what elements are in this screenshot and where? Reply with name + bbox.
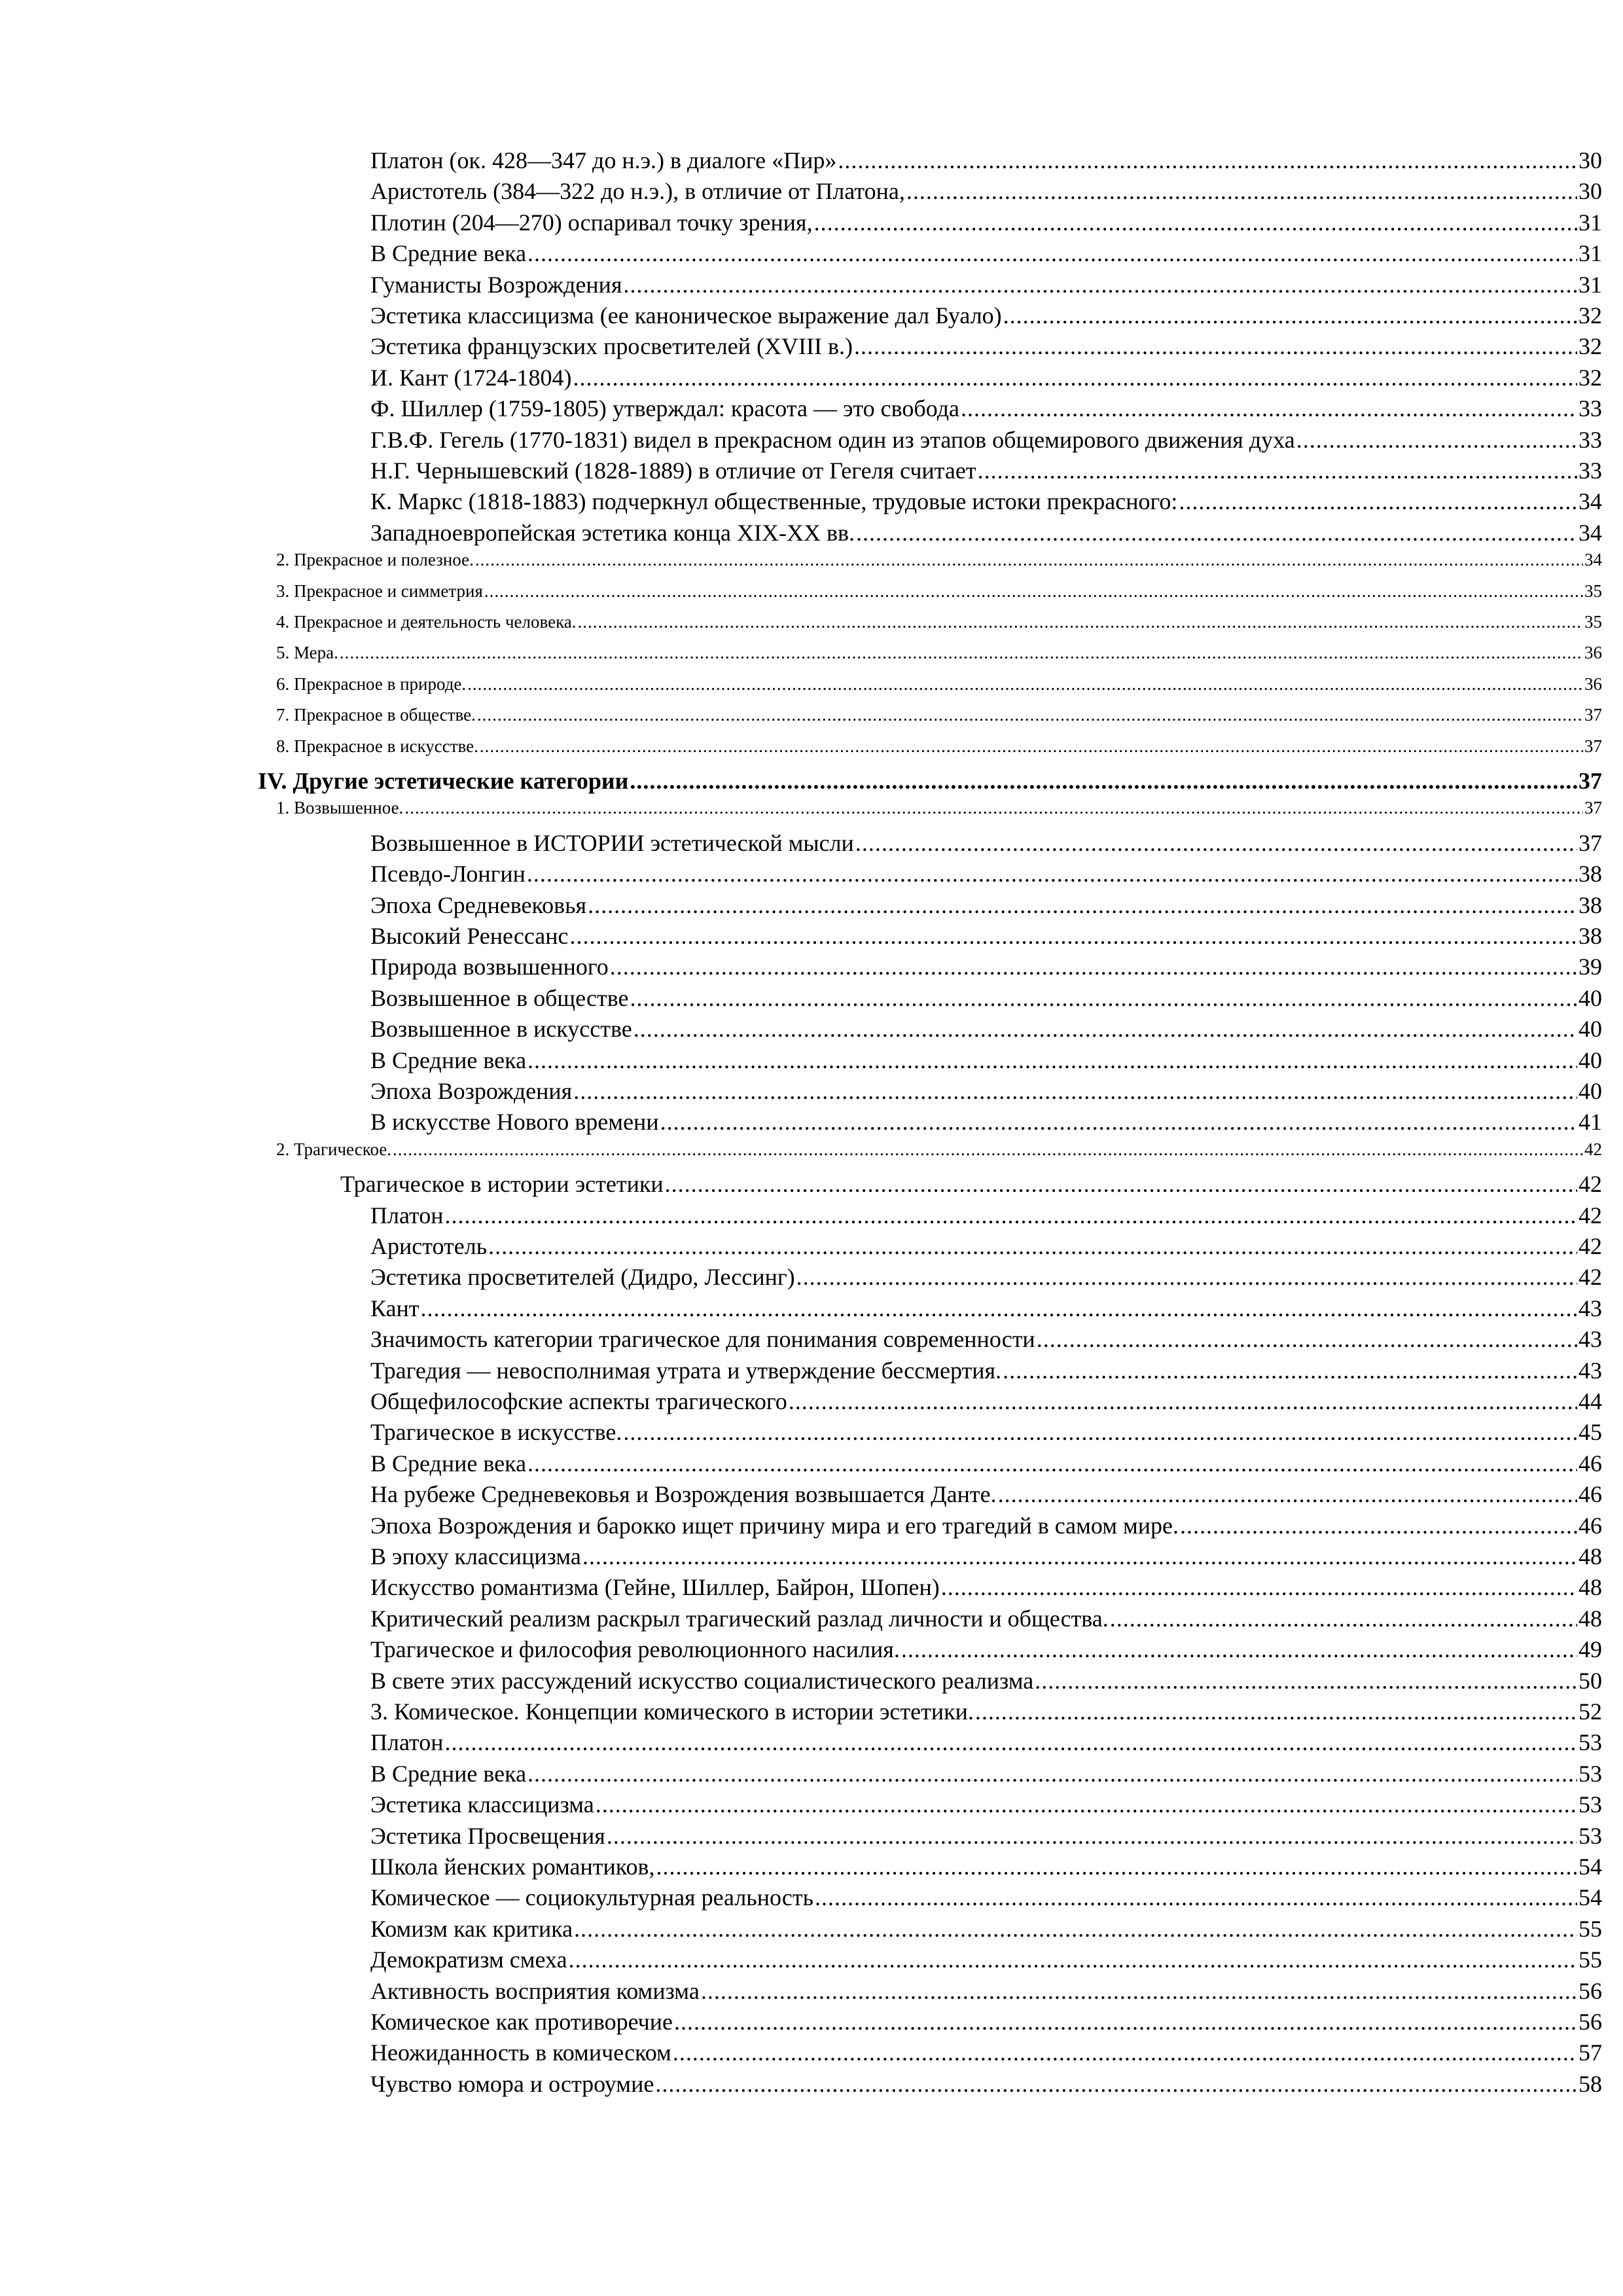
toc-page-number: 36 [1584, 643, 1602, 663]
toc-entry[interactable] [370, 1263, 1602, 1291]
toc-entry[interactable] [370, 1543, 1602, 1570]
toc-entry[interactable] [370, 1450, 1602, 1477]
toc-entry[interactable] [370, 2008, 1602, 2036]
toc-entry-title: Активность восприятия комизма [370, 1977, 700, 2004]
toc-entry[interactable] [370, 1077, 1602, 1105]
toc-entry-title: Трагическое в истории эстетики [340, 1171, 664, 1198]
toc-dot-leader [1037, 1325, 1577, 1353]
toc-entry-title: Неожиданность в комическом [370, 2039, 671, 2066]
toc-section-entry[interactable] [276, 612, 1602, 632]
toc-dot-leader [854, 332, 1577, 360]
toc-entry[interactable] [370, 1884, 1602, 1911]
toc-page-number: 30 [1578, 147, 1602, 173]
toc-section-entry[interactable] [276, 736, 1602, 757]
toc-page-number: 48 [1578, 1605, 1602, 1632]
toc-entry-title: В Средние века [370, 240, 527, 267]
toc-page-number: 31 [1578, 209, 1602, 236]
toc-page-number: 42 [1578, 1202, 1602, 1229]
toc-page-number: 36 [1584, 673, 1602, 694]
toc-entry[interactable] [370, 332, 1602, 360]
toc-page-number: 43 [1578, 1295, 1602, 1321]
toc-entry-title: Чувство юмора и остроумие [370, 2070, 654, 2097]
toc-page-number: 56 [1578, 1977, 1602, 2004]
toc-entry-title: Возвышенное в ИСТОРИИ эстетической мысли [370, 829, 854, 856]
toc-dot-leader [574, 1915, 1577, 1943]
toc-dot-leader [467, 674, 1583, 694]
toc-page-number: 55 [1578, 1946, 1602, 1973]
toc-entry[interactable] [370, 1853, 1602, 1880]
toc-entry[interactable] [370, 177, 1602, 205]
toc-dot-leader [623, 1418, 1577, 1446]
toc-page-number: 34 [1578, 488, 1602, 515]
toc-entry-title: Комизм как критика [370, 1915, 573, 1942]
toc-page-number: 42 [1584, 1139, 1602, 1159]
toc-page-number: 49 [1578, 1636, 1602, 1663]
toc-entry[interactable] [370, 984, 1602, 1012]
toc-entry[interactable] [370, 1202, 1602, 1229]
toc-dot-leader [527, 240, 1577, 267]
toc-page-number: 40 [1578, 1078, 1602, 1104]
toc-entry-title: Аристотель (384—322 до н.э.), в отличие от Платона, [370, 178, 905, 205]
toc-entry-title: В искусстве Нового времени [370, 1109, 659, 1136]
toc-entry-title: Эстетика французских просветителей (XVIII в.) [370, 333, 853, 360]
toc-page-number: 32 [1578, 333, 1602, 360]
toc-entry-title: Плотин (204—270) оспаривал точку зрения, [370, 209, 813, 236]
toc-entry-title: Аристотель [370, 1233, 488, 1259]
toc-page-number: 33 [1578, 395, 1602, 422]
toc-dot-leader [484, 581, 1583, 601]
toc-page-number: 54 [1578, 1884, 1602, 1911]
toc-page-number: 50 [1578, 1667, 1602, 1694]
toc-page-number: 33 [1578, 457, 1602, 484]
toc-entry-title: Ф. Шиллер (1759-1805) утверждал: красота — это свобода [370, 395, 959, 422]
toc-dot-leader [477, 705, 1583, 725]
toc-entry[interactable] [370, 1822, 1602, 1850]
toc-page-number: 37 [1578, 829, 1602, 856]
toc-dot-leader [1296, 426, 1577, 454]
toc-entry-title: Искусство романтизма (Гейне, Шиллер, Байрон, Шопен) [370, 1574, 940, 1601]
toc-dot-leader [1110, 1605, 1577, 1632]
toc-dot-leader [475, 550, 1583, 570]
toc-section-entry[interactable] [276, 674, 1602, 694]
toc-entry[interactable] [370, 240, 1602, 267]
toc-entry[interactable] [370, 922, 1602, 950]
toc-entry[interactable] [370, 426, 1602, 454]
toc-entry-title: Возвышенное в искусстве [370, 1016, 632, 1043]
toc-page-number: 38 [1578, 861, 1602, 888]
toc-dot-leader [855, 829, 1577, 857]
toc-dot-leader [582, 1543, 1577, 1570]
toc-dot-leader [569, 1946, 1577, 1973]
toc-entry[interactable] [370, 1605, 1602, 1632]
toc-page-number: 37 [1584, 736, 1602, 756]
toc-entry-title: В свете этих рассуждений искусство социалистического реализма [370, 1667, 1034, 1694]
toc-page-number: 35 [1584, 612, 1602, 632]
toc-entry-title: 5. Мера. [276, 643, 338, 663]
toc-dot-leader [901, 1636, 1577, 1663]
toc-dot-leader [1035, 1667, 1577, 1695]
toc-section-entry[interactable] [276, 550, 1602, 570]
toc-dot-leader [573, 1077, 1577, 1105]
toc-entry-title: Гуманисты Возрождения [370, 271, 622, 298]
toc-entry-title: Возвышенное в обществе [370, 984, 629, 1011]
toc-dot-leader [527, 1450, 1577, 1477]
toc-page-number: 38 [1578, 923, 1602, 949]
toc-dot-leader [588, 891, 1577, 919]
toc-entry[interactable] [370, 2039, 1602, 2066]
toc-entry-title: И. Кант (1724-1804) [370, 364, 572, 391]
toc-dot-leader [975, 1698, 1577, 1725]
toc-dot-leader [701, 1977, 1577, 2005]
toc-chapter-entry[interactable] [258, 767, 1602, 795]
toc-entry-title: Трагедия — невосполнимая утрата и утверждение бессмертия. [370, 1357, 1002, 1384]
toc-entry-title: Демократизм смеха [370, 1946, 567, 1973]
toc-entry-title: Эстетика классицизма [370, 1791, 594, 1818]
toc-page-number: 52 [1578, 1698, 1602, 1725]
toc-entry-title: Западноевропейская эстетика конца XIX-XX вв. [370, 519, 855, 546]
toc-entry[interactable] [370, 519, 1602, 547]
toc-dot-leader [596, 1791, 1577, 1818]
toc-entry-title: Эпоха Средневековья [370, 891, 587, 918]
toc-page-number: 58 [1578, 2070, 1602, 2097]
toc-page-number: 40 [1578, 1016, 1602, 1043]
toc-entry-title: В Средние века [370, 1047, 527, 1073]
toc-entry[interactable] [370, 457, 1602, 484]
toc-section-entry[interactable] [276, 798, 1602, 818]
toc-dot-leader [1003, 1357, 1577, 1384]
toc-entry-title: Эстетика Просвещения [370, 1822, 605, 1849]
toc-entry-title: На рубеже Средневековья и Возрождения возвышается Данте. [370, 1481, 997, 1508]
toc-entry[interactable] [370, 1698, 1602, 1725]
toc-dot-leader [941, 1573, 1577, 1601]
toc-entry[interactable] [370, 1977, 1602, 2005]
toc-section-entry[interactable] [276, 1139, 1602, 1160]
toc-entry[interactable] [370, 302, 1602, 329]
toc-entry-title: 2. Прекрасное и полезное. [276, 550, 474, 570]
toc-page-number: 34 [1578, 519, 1602, 546]
toc-entry[interactable] [370, 1232, 1602, 1260]
toc-page-number: 32 [1578, 302, 1602, 329]
toc-dot-leader [527, 1047, 1577, 1074]
toc-entry-title: Трагическое в искусстве. [370, 1419, 622, 1446]
toc-dot-leader [665, 1170, 1577, 1198]
toc-entry-title: Платон (ок. 428—347 до н.э.) в диалоге «Пир» [370, 147, 837, 173]
toc-entry-title: Кант [370, 1295, 419, 1321]
toc-dot-leader [655, 2070, 1577, 2098]
toc-page-number: 30 [1578, 178, 1602, 205]
toc-entry[interactable] [370, 395, 1602, 422]
toc-page-number: 38 [1578, 891, 1602, 918]
toc-dot-leader [814, 209, 1577, 236]
toc-page-number: 48 [1578, 1543, 1602, 1570]
toc-dot-leader [630, 767, 1577, 795]
toc-entry-title: 3. Прекрасное и симметрия [276, 581, 483, 601]
toc-entry-title: Общефилософские аспекты трагического [370, 1388, 787, 1414]
toc-entry-title: Г.В.Ф. Гегель (1770-1831) видел в прекрасном один из этапов общемирового движения духа [370, 426, 1295, 453]
toc-page-number: 57 [1578, 2039, 1602, 2066]
toc-entry-title: 6. Прекрасное в природе. [276, 673, 467, 694]
toc-entry[interactable] [370, 1325, 1602, 1353]
toc-page-number: 37 [1584, 705, 1602, 725]
toc-dot-leader [421, 1295, 1577, 1322]
toc-dot-leader [480, 736, 1583, 757]
toc-page-number: 37 [1584, 798, 1602, 818]
toc-dot-leader [1179, 488, 1577, 515]
toc-entry[interactable] [340, 1170, 1602, 1198]
toc-entry-title: Высокий Ренессанс [370, 923, 569, 949]
toc-entry[interactable] [370, 891, 1602, 919]
toc-entry[interactable] [370, 953, 1602, 980]
toc-page-number: 34 [1584, 550, 1602, 570]
toc-dot-leader [527, 1760, 1577, 1787]
toc-dot-leader [340, 643, 1583, 663]
toc-page-number: 32 [1578, 364, 1602, 391]
toc-page-number: 40 [1578, 984, 1602, 1011]
toc-entry-title: Критический реализм раскрыл трагический разлад личности и общества. [370, 1605, 1109, 1632]
toc-dot-leader [1180, 1512, 1577, 1539]
toc-dot-leader [578, 612, 1583, 632]
toc-entry[interactable] [370, 364, 1602, 391]
toc-page-number: 31 [1578, 240, 1602, 267]
toc-entry-title: Школа йенских романтиков, [370, 1854, 655, 1880]
toc-entry[interactable] [370, 488, 1602, 515]
toc-entry[interactable] [370, 1047, 1602, 1074]
toc-entry-title: 8. Прекрасное в искусстве. [276, 736, 478, 756]
toc-dot-leader [998, 1480, 1577, 1508]
toc-page-number: 41 [1578, 1109, 1602, 1136]
toc-dot-leader [856, 519, 1577, 547]
toc-entry-title: 1. Возвышенное. [276, 798, 404, 818]
toc-entry[interactable] [370, 1915, 1602, 1943]
toc-page-number: 56 [1578, 2009, 1602, 2035]
toc-entry-title: 3. Комическое. Концепции комического в истории эстетики. [370, 1698, 974, 1725]
toc-page-number: 40 [1578, 1047, 1602, 1073]
toc-entry-title: IV. Другие эстетические категории [258, 768, 629, 794]
toc-dot-leader [789, 1388, 1577, 1415]
toc-entry-title: Эстетика просветителей (Дидро, Лессинг) [370, 1264, 795, 1291]
toc-page-number: 42 [1578, 1233, 1602, 1259]
toc-entry-title: Платон [370, 1202, 444, 1229]
toc-page-number: 42 [1578, 1264, 1602, 1291]
toc-page-number: 39 [1578, 954, 1602, 980]
toc-page-number: 35 [1584, 581, 1602, 601]
toc-entry-title: 7. Прекрасное в обществе. [276, 705, 476, 725]
toc-dot-leader [445, 1202, 1577, 1229]
toc-entry-title: К. Маркс (1818-1883) подчеркнул общественные, трудовые истоки прекрасного: [370, 488, 1178, 515]
toc-entry[interactable] [370, 1636, 1602, 1663]
toc-section-entry[interactable] [276, 643, 1602, 663]
toc-entry[interactable] [370, 2070, 1602, 2098]
toc-dot-leader [961, 395, 1577, 422]
toc-entry-title: Эпоха Возрождения и барокко ищет причину мира и его трагедий в самом мире. [370, 1512, 1179, 1539]
toc-entry[interactable] [370, 829, 1602, 857]
toc-entry-title: Комическое как противоречие [370, 2009, 673, 2035]
toc-page-number: 53 [1578, 1729, 1602, 1756]
toc-entry-title: Значимость категории трагическое для понимания современности [370, 1326, 1035, 1353]
toc-entry-title: В Средние века [370, 1450, 527, 1477]
toc-dot-leader [610, 953, 1577, 980]
toc-entry[interactable] [370, 209, 1602, 236]
toc-dot-leader [660, 1108, 1577, 1136]
toc-entry[interactable] [370, 1388, 1602, 1415]
toc-page-number: 33 [1578, 426, 1602, 453]
toc-entry[interactable] [370, 1667, 1602, 1695]
toc-dot-leader [624, 271, 1577, 298]
toc-dot-leader [633, 1015, 1577, 1043]
toc-dot-leader [1003, 302, 1577, 329]
toc-entry[interactable] [370, 860, 1602, 888]
toc-dot-leader [656, 1853, 1577, 1880]
toc-page-number: 37 [1578, 768, 1602, 794]
toc-entry-title: Эстетика классицизма (ее каноническое выражение дал Буало) [370, 302, 1002, 329]
toc-page-number: 44 [1578, 1388, 1602, 1414]
toc-dot-leader [404, 798, 1583, 818]
toc-page-number: 53 [1578, 1760, 1602, 1787]
toc-page-number: 54 [1578, 1854, 1602, 1880]
toc-entry[interactable] [370, 1729, 1602, 1756]
toc-entry-title: Комическое — социокультурная реальность [370, 1884, 813, 1911]
toc-dot-leader [527, 860, 1577, 888]
toc-page-number: 48 [1578, 1574, 1602, 1601]
toc-entry-title: Природа возвышенного [370, 954, 609, 980]
toc-page-number: 46 [1578, 1450, 1602, 1477]
toc-dot-leader [488, 1232, 1577, 1260]
toc-dot-leader [815, 1884, 1577, 1911]
toc-dot-leader [906, 177, 1577, 205]
toc-entry-title: Н.Г. Чернышевский (1828-1889) в отличие от Гегеля считает [370, 457, 976, 484]
toc-page-number: 53 [1578, 1822, 1602, 1849]
toc-dot-leader [838, 147, 1577, 174]
toc-entry[interactable] [370, 1946, 1602, 1973]
toc-dot-leader [674, 2008, 1577, 2036]
toc-entry[interactable] [370, 1480, 1602, 1508]
toc-entry[interactable] [370, 1295, 1602, 1322]
toc-dot-leader [673, 2039, 1577, 2066]
toc-dot-leader [796, 1263, 1577, 1291]
toc-page-number: 42 [1578, 1171, 1602, 1198]
toc-entry[interactable] [370, 147, 1602, 174]
toc-entry-title: Платон [370, 1729, 444, 1756]
toc-page-number: 31 [1578, 271, 1602, 298]
toc-entry[interactable] [370, 1418, 1602, 1446]
toc-entry-title: В Средние века [370, 1760, 527, 1787]
toc-page-number: 43 [1578, 1326, 1602, 1353]
toc-dot-leader [445, 1729, 1577, 1756]
toc-entry[interactable] [370, 1573, 1602, 1601]
toc-entry-title: 4. Прекрасное и деятельность человека. [276, 612, 577, 632]
toc-entry-title: Эпоха Возрождения [370, 1078, 573, 1104]
toc-entry[interactable] [370, 1015, 1602, 1043]
toc-dot-leader [978, 457, 1577, 484]
toc-entry[interactable] [370, 1791, 1602, 1818]
toc-entry-title: В эпоху классицизма [370, 1543, 581, 1570]
toc-entry[interactable] [370, 1108, 1602, 1136]
toc-dot-leader [569, 922, 1577, 950]
toc-entry[interactable] [370, 1760, 1602, 1787]
toc-page-number: 46 [1578, 1481, 1602, 1508]
toc-dot-leader [573, 364, 1577, 391]
toc-entry-title: Псевдо-Лонгин [370, 861, 526, 888]
toc-section-entry[interactable] [276, 581, 1602, 601]
toc-entry[interactable] [370, 1512, 1602, 1539]
toc-entry-title: Трагическое и философия революционного насилия. [370, 1636, 900, 1663]
toc-page-number: 45 [1578, 1419, 1602, 1446]
toc-entry[interactable] [370, 271, 1602, 298]
toc-dot-leader [630, 984, 1577, 1012]
toc-dot-leader [607, 1822, 1577, 1850]
toc-section-entry[interactable] [276, 705, 1602, 725]
toc-entry[interactable] [370, 1357, 1602, 1384]
toc-page-number: 46 [1578, 1512, 1602, 1539]
toc-entry-title: 2. Трагическое. [276, 1139, 392, 1159]
toc-page-number: 43 [1578, 1357, 1602, 1384]
toc-page-number: 53 [1578, 1791, 1602, 1818]
toc-dot-leader [393, 1139, 1583, 1160]
toc-page-number: 55 [1578, 1915, 1602, 1942]
